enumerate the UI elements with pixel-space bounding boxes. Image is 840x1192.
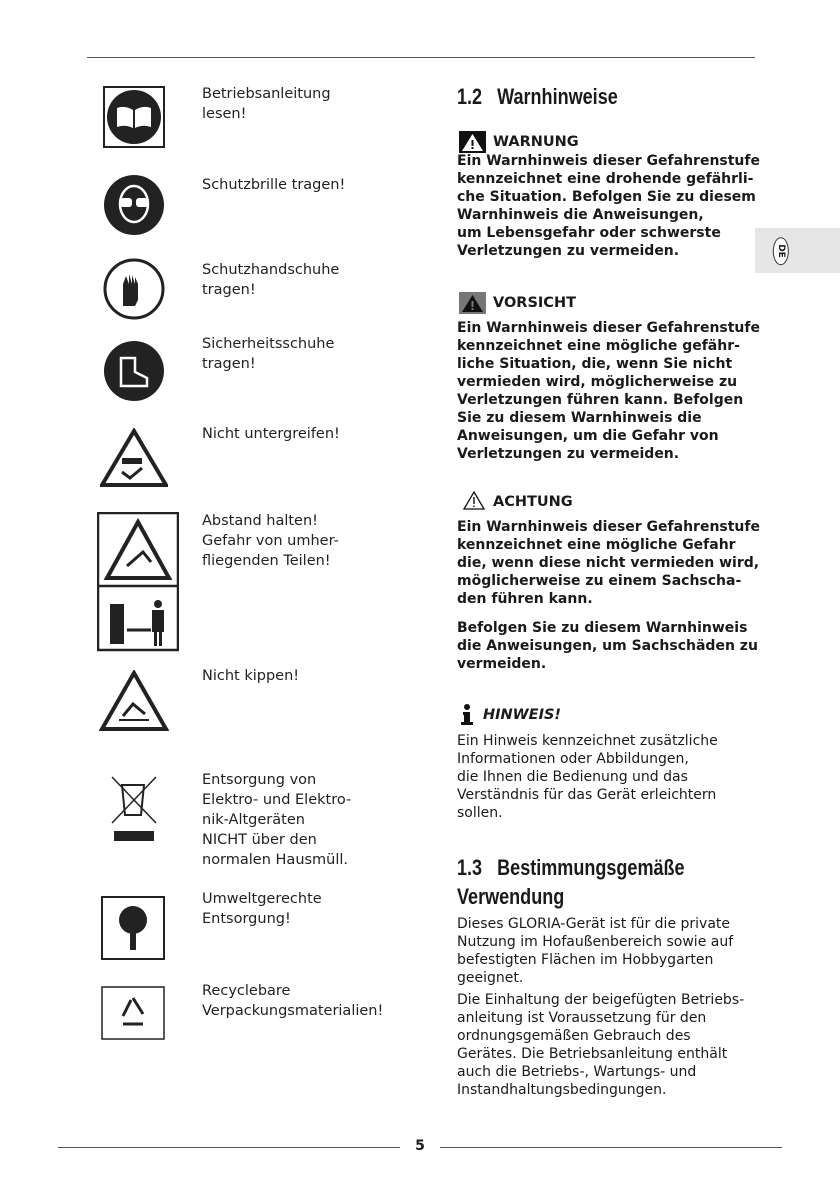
instruction-no-reach: Nicht untergreifen! [202,426,340,442]
section-heading-1-3-line2: Verwendung [457,884,565,909]
instruction-weee: Entsorgung von Elektro- und Elektro- nik-Altgeräten NICHT über den normalen Hausmüll. [202,772,352,868]
instruction-recycle: Recyclebare Verpackungsmaterialien! [202,983,384,1019]
usage-paragraph-1: Dieses GLORIA-Gerät ist für die private Nutzung im Hofaußenbereich sowie auf befestigten Flächen im Hobbygarten geeignet. [457,916,734,986]
instruction-no-tip: Nicht kippen! [202,668,300,684]
caution-icon [459,292,486,314]
instruction-gloves: Schutzhandschuhe tragen! [202,262,340,298]
section-heading-1-3: 1.3 Bestimmungsgemäße [457,855,685,880]
achtung-text-2: Befolgen Sie zu diesem Warnhinweis die Anweisungen, um Sachschäden zu vermeiden. [457,620,758,672]
recycle-icon [101,986,165,1040]
instruction-shoes: Sicherheitsschuhe tragen! [202,336,335,372]
no-reach-under-icon [100,428,168,488]
usage-paragraph-2: Die Einhaltung der beigefügten Betriebs- anleitung ist Voraussetzung für den ordnungsgemäßen Gebrauch des Gerätes. Die Betriebsanleitung enthält auch die Betriebs-, Wartungs- und Instandhaltungsbedingungen. [457,992,745,1098]
warning-icon [459,131,486,153]
hinweis-label: HINWEIS! [483,707,562,723]
achtung-text: Ein Warnhinweis dieser Gefahrenstufe kennzeichnet eine mögliche Gefahr die, wenn diese nicht vermieden wird, möglicherweise zu einem Sachscha- den führen kann. [457,519,760,607]
top-rule [87,57,755,58]
attention-icon [463,490,485,510]
tree-icon [101,896,165,960]
hinweis-text: Ein Hinweis kennzeichnet zusätzliche Informationen oder Abbildungen, die Ihnen die Bedienung und das Verständnis für das Gerät erleichtern sollen. [457,733,718,821]
instruction-eco-disposal: Umweltgerechte Entsorgung! [202,891,322,927]
read-manual-icon [103,86,165,148]
language-badge: DE [773,237,789,265]
achtung-label: ACHTUNG [493,494,573,510]
warnung-text: Ein Warnhinweis dieser Gefahrenstufe kennzeichnet eine drohende gefährli- che Situation. Befolgen Sie zu diesem Warnhinweis die Anweisungen, um Lebensgefahr oder schwerste Verletzungen zu vermeiden. [457,153,760,259]
footer-rule-right [440,1147,782,1148]
instruction-read-manual: Betriebsanleitung lesen! [202,86,331,122]
no-tipping-icon [99,670,169,732]
instruction-distance: Abstand halten! Gefahr von umher- fliegenden Teilen! [202,513,339,569]
footer-rule-left [58,1147,400,1148]
safety-goggles-icon [103,174,165,236]
info-icon [460,703,474,725]
keep-distance-icon [97,512,179,652]
safety-shoes-icon [103,340,165,402]
language-tab [755,228,840,273]
page-number: 5 [415,1138,425,1154]
vorsicht-label: VORSICHT [493,295,576,311]
vorsicht-text: Ein Warnhinweis dieser Gefahrenstufe kennzeichnet eine mögliche gefähr- liche Situation, die, wenn Sie nicht vermieden wird, möglicherweise zu Verletzungen führen kann. Befolgen Sie zu diesem Warnhinweis die Anweisungen, um die Gefahr von Verletzungen zu vermeiden. [457,320,760,462]
instruction-goggles: Schutzbrille tragen! [202,177,346,193]
warnung-label: WARNUNG [493,134,579,150]
weee-bin-icon [110,775,158,843]
section-heading-1-2: 1.2 Warnhinweise [457,84,618,109]
safety-gloves-icon [103,258,165,320]
